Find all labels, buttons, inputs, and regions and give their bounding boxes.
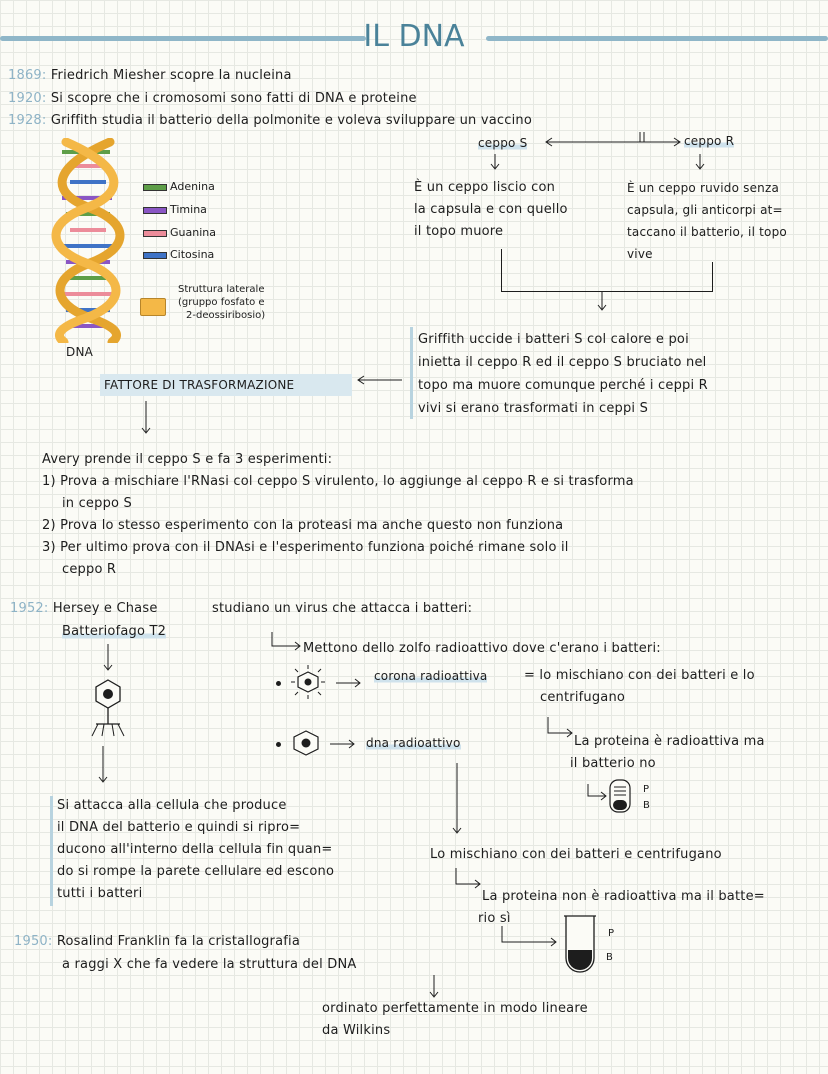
avery-item-1: 1) Prova a mischiare l'RNasi col ceppo S virulento, lo aggiunge al ceppo R e si trasforma bbox=[42, 474, 634, 489]
ceppo-r-desc-3: taccano il batterio, il topo bbox=[627, 225, 787, 239]
ceppo-s-desc-3: il topo muore bbox=[414, 224, 504, 239]
mix-text: Lo mischiano con dei batteri e centrifugano bbox=[430, 847, 722, 862]
bullet-dot-1 bbox=[276, 681, 281, 686]
phage-note-box bbox=[50, 796, 53, 906]
bacteriophage-icon bbox=[86, 676, 130, 738]
centrifuged-label: centrifugano bbox=[540, 690, 626, 705]
backbone-label-2: (gruppo fosfato e bbox=[178, 297, 265, 308]
griffith-exp-1: Griffith uccide i batteri S col calore e poi bbox=[418, 332, 689, 347]
backbone-label-1: Struttura laterale bbox=[178, 284, 265, 295]
ceppi-connector-arrows bbox=[540, 128, 690, 148]
hershey-heading: 1952: Hersey e Chase bbox=[10, 601, 158, 616]
factor-left-arrow bbox=[354, 373, 404, 387]
protein-radio-2: il batterio no bbox=[570, 756, 656, 771]
bracket-down-arrow bbox=[595, 291, 609, 313]
dna-label: DNA bbox=[66, 345, 94, 359]
legend-adenina: Adenina bbox=[170, 180, 215, 193]
phage-note-5: tutti i batteri bbox=[57, 886, 143, 901]
corona-result: = lo mischiano con dei batteri e lo bbox=[524, 668, 755, 683]
bracket-left bbox=[501, 249, 502, 291]
dna-phage-icon bbox=[288, 728, 324, 758]
phage-note-1: Si attacca alla cellula che produce bbox=[57, 798, 287, 813]
franklin-line-1: 1950: Rosalind Franklin fa la cristallografia bbox=[14, 934, 301, 949]
ceppo-s-desc-2: la capsula e con quello bbox=[414, 202, 568, 217]
protein-not-1: La proteina non è radioattiva ma il batte= bbox=[482, 889, 765, 904]
avery-item-3: 3) Per ultimo prova con il DNAsi e l'esperimento funziona poiché rimane solo il bbox=[42, 540, 569, 555]
factor-label: FATTORE DI TRASFORMAZIONE bbox=[104, 378, 295, 392]
ceppo-r-desc-2: capsula, gli anticorpi at= bbox=[627, 203, 783, 217]
guanina-swatch bbox=[143, 230, 167, 237]
timeline-1920: 1920: Si scopre che i cromosomi sono fatti di DNA e proteine bbox=[8, 91, 417, 106]
franklin-result-2: da Wilkins bbox=[322, 1023, 391, 1038]
dna-radio-label: dna radioattivo bbox=[366, 736, 461, 750]
backbone-label-3: 2-deossiribosio) bbox=[186, 310, 266, 321]
franklin-line-2: a raggi X che fa vedere la struttura del DNA bbox=[62, 957, 357, 972]
mix-down-arrow bbox=[450, 762, 464, 836]
adenina-swatch bbox=[143, 184, 167, 191]
bracket-right bbox=[712, 262, 713, 291]
protein-not-arrow bbox=[454, 866, 484, 890]
tube-2-p: P bbox=[608, 928, 615, 939]
legend-guanina: Guanina bbox=[170, 226, 216, 239]
page-title: IL DNA bbox=[363, 19, 465, 54]
avery-intro: Avery prende il ceppo S e fa 3 esperimenti: bbox=[42, 452, 333, 467]
griffith-experiment-box bbox=[410, 327, 413, 419]
tube-2-arrow bbox=[500, 924, 562, 948]
phage-note-4: do si rompe la parete cellulare ed escono bbox=[57, 864, 335, 879]
timeline-1928: 1928: Griffith studia il batterio della polmonite e voleva sviluppare un vaccino bbox=[8, 113, 532, 128]
timina-swatch bbox=[143, 207, 167, 214]
hershey-virus: Batteriofago T2 bbox=[62, 624, 167, 639]
bullet-dot-2 bbox=[276, 742, 281, 747]
dna-helix-illustration bbox=[40, 138, 140, 343]
griffith-exp-3: topo ma muore comunque perché i ceppi R bbox=[418, 378, 708, 393]
avery-item-1b: in ceppo S bbox=[62, 496, 132, 511]
tube-1-b: B bbox=[643, 800, 650, 811]
phage-note-3: ducono all'interno della cellula fin quan= bbox=[57, 842, 333, 857]
ceppo-r-desc-4: vive bbox=[627, 247, 653, 261]
avery-item-3b: ceppo R bbox=[62, 562, 117, 577]
franklin-result-1: ordinato perfettamente in modo lineare bbox=[322, 1001, 588, 1016]
tube-2-icon bbox=[562, 914, 598, 974]
ceppo-r-down-arrow bbox=[693, 153, 707, 171]
protein-not-2: rio sì bbox=[478, 911, 511, 926]
radioactive-phage-icon bbox=[288, 664, 328, 700]
tube-2-b: B bbox=[606, 952, 613, 963]
ceppo-r-desc-1: È un ceppo ruvido senza bbox=[627, 181, 780, 195]
phage-note-2: il DNA del batterio e quindi si ripro= bbox=[57, 820, 301, 835]
avery-item-2: 2) Prova lo stesso esperimento con la proteasi ma anche questo non funziona bbox=[42, 518, 564, 533]
ceppo-s-down-arrow bbox=[488, 153, 502, 171]
corona-arrow bbox=[334, 676, 364, 690]
step1-text: Mettono dello zolfo radioattivo dove c'erano i batteri: bbox=[303, 641, 661, 656]
franklin-down-arrow bbox=[427, 974, 441, 1000]
timeline-1869: 1869: Friedrich Miesher scopre la nucleina bbox=[8, 68, 292, 83]
step1-arrow bbox=[270, 630, 304, 652]
griffith-exp-2: inietta il ceppo R ed il ceppo S bruciato nel bbox=[418, 355, 707, 370]
corona-label: corona radioattiva bbox=[374, 669, 488, 683]
hershey-study: studiano un virus che attacca i batteri: bbox=[212, 601, 473, 616]
backbone-swatch bbox=[140, 298, 166, 316]
factor-down-arrow bbox=[139, 400, 153, 436]
ceppo-s-desc-1: È un ceppo liscio con bbox=[414, 180, 556, 195]
griffith-exp-4: vivi si erano trasformati in ceppi S bbox=[418, 401, 649, 416]
legend-citosina: Citosina bbox=[170, 248, 215, 261]
phage-down-arrow bbox=[96, 745, 110, 785]
protein-radio-1: La proteina è radioattiva ma bbox=[574, 734, 765, 749]
dna-radio-arrow bbox=[328, 737, 358, 751]
tube-1-p: P bbox=[643, 784, 650, 795]
citosina-swatch bbox=[143, 252, 167, 259]
ceppo-s-label: ceppo S bbox=[478, 136, 528, 150]
ceppo-r-label: ceppo R bbox=[684, 134, 735, 148]
protein-radio-arrow bbox=[546, 715, 576, 739]
virus-down-arrow bbox=[101, 643, 115, 673]
legend-timina: Timina bbox=[170, 203, 207, 216]
